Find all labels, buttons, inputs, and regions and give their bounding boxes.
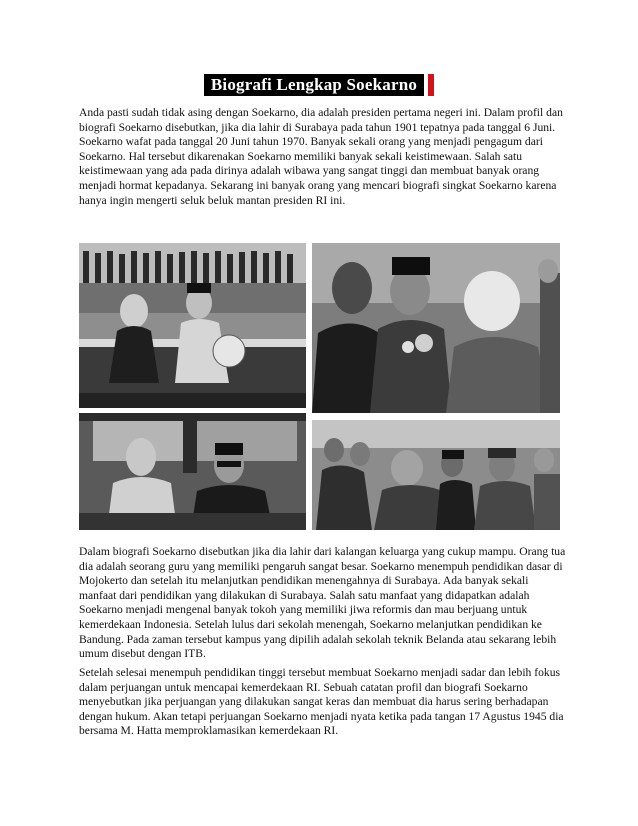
- title-block: [0, 74, 638, 96]
- photo-motorcade: [79, 243, 306, 408]
- photo-group: [312, 420, 560, 530]
- photo-meeting-image: [312, 243, 560, 413]
- photo-group-image: [312, 420, 560, 530]
- photo-car-interior: [79, 413, 306, 530]
- paragraph-education: Dalam biografi Soekarno disebutkan jika dia lahir dari kalangan keluarga yang cukup mampu. Orang tua dia adalah seorang guru yang memiliki pengaruh sangat besar. Soekarno menempuh pendidikan dasar di Mojokerto dan setelah itu melanjutkan pendidikan menengahnya di Surabaya. Ada banyak sekali manfaat dari pendidikan yang dilakukan di Surabaya. Salah satu manfaat yang didapatkan adalah Soekarno menjadi mengenal banyak tokoh yang memiliki jiwa reformis dan mau berjuang untuk kemerdekaan Indonesia. Setelah lulus dari sekolah menengah, Soekarno melanjutkan pendidikan ke Bandung. Pada zaman tersebut kampus yang dipilih adalah sekolah teknik Belanda atau sekarang lebih umum disebut dengan ITB.: [79, 545, 566, 661]
- paragraph-independence: Setelah selesai menempuh pendidikan tinggi tersebut membuat Soekarno menjadi sadar dan lebih fokus dalam perjuangan untuk mencapai kemerdekaan RI. Sebuah catatan profil dan biografi Soekarno menyebutkan jika perjuangan yang dilakukan sangat keras dan membuat dia harus sering berhadapan dengan hukum. Akan tetapi perjuangan Soekarno menjadi nyata ketika pada tangan 17 Agustus 1945 dia bersama M. Hatta memproklamasikan kemerdekaan RI.: [79, 666, 564, 738]
- photo-car-interior-image: [79, 413, 306, 530]
- paragraph-intro: Anda pasti sudah tidak asing dengan Soekarno, dia adalah presiden pertama negeri ini. Dalam profil dan biografi Soekarno disebutkan, jika dia lahir di Surabaya pada tahun 1901 tepatnya pada tanggal 6 Juni. Soekarno wafat pada tanggal 20 Juni tahun 1970. Banyak sekali orang yang menjadi pengagum dari Soekarno. Hal tersebut dikarenakan Soekarno memiliki banyak sekali keistimewaan. Salah satu keistimewaan yang ada pada dirinya adalah wibawa yang sangat tinggi dan membuat banyak orang menjadi hormat kepadanya. Sekarang ini banyak orang yang mencari biografi singkat Soekarno karena hanya ingin mengerti seluk beluk mantan presiden RI ini.: [79, 106, 563, 207]
- photo-motorcade-image: [79, 243, 306, 408]
- title-accent-bar: [428, 74, 434, 96]
- page-title: Biografi Lengkap Soekarno: [204, 74, 424, 96]
- photo-meeting: [312, 243, 560, 413]
